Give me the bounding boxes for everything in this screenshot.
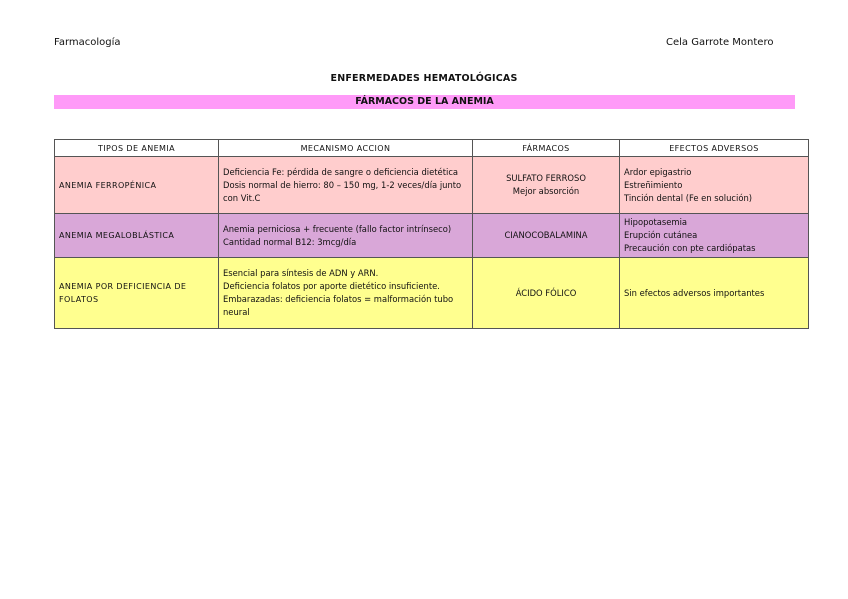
mechanism-line: Anemia perniciosa + frecuente (fallo factor intrínseco) bbox=[223, 223, 452, 234]
drug-cell bbox=[473, 258, 620, 329]
effect-line: Precaución con pte cardiópatas bbox=[624, 243, 756, 253]
header-subject: Farmacología bbox=[54, 37, 121, 48]
header-cell-effects: EFECTOS ADVERSOS bbox=[620, 140, 809, 157]
effects-cell bbox=[620, 258, 809, 329]
drug-name: ÁCIDO FÓLICO bbox=[515, 287, 577, 298]
mechanism-line: Cantidad normal B12: 3mcg/día bbox=[223, 236, 357, 247]
mechanism-cell bbox=[219, 258, 473, 329]
drug-note: Mejor absorción bbox=[512, 186, 580, 196]
drug-name: CIANOCOBALAMINA bbox=[504, 230, 588, 240]
anemia-drugs-table bbox=[54, 139, 809, 329]
effect-line: Sin efectos adversos importantes bbox=[624, 287, 765, 298]
table-row bbox=[55, 258, 809, 329]
effects-cell bbox=[620, 157, 809, 214]
mechanism-line: Deficiencia folatos por aporte dietético insuficiente. bbox=[223, 281, 440, 291]
section-title-band: FÁRMACOS DE LA ANEMIA bbox=[54, 95, 795, 109]
header-cell-type: TIPOS DE ANEMIA bbox=[55, 140, 219, 157]
anemia-type-cell: ANEMIA FERROPÉNICA bbox=[55, 157, 219, 214]
drug-name: SULFATO FERROSO bbox=[506, 173, 586, 183]
header-author: Cela Garrote Montero bbox=[666, 37, 774, 48]
anemia-type-cell: ANEMIA MEGALOBLÁSTICA bbox=[55, 214, 219, 258]
mechanism-line: Dosis normal de hierro: 80 – 150 mg, 1-2 veces/día junto con Vit.C bbox=[223, 179, 462, 203]
mechanism-cell bbox=[219, 157, 473, 214]
mechanism-line: Esencial para síntesis de ADN y ARN. bbox=[223, 268, 379, 278]
table-row bbox=[55, 214, 809, 258]
effects-cell bbox=[620, 214, 809, 258]
effect-line: Estreñimiento bbox=[624, 179, 683, 190]
drug-cell bbox=[473, 157, 620, 214]
effect-line: Erupción cutánea bbox=[624, 230, 698, 240]
table-header-row bbox=[55, 140, 809, 157]
drug-cell bbox=[473, 214, 620, 258]
document-title: ENFERMEDADES HEMATOLÓGICAS bbox=[330, 73, 518, 84]
effect-line: Tinción dental (Fe en solución) bbox=[624, 192, 753, 203]
header-cell-drugs: FÁRMACOS bbox=[473, 140, 620, 157]
mechanism-line: Embarazadas: deficiencia folatos = malformación tubo neural bbox=[223, 294, 454, 317]
effect-line: Hipopotasemia bbox=[624, 217, 688, 227]
effect-line: Ardor epigastrio bbox=[624, 166, 692, 177]
anemia-type-cell: ANEMIA POR DEFICIENCIA DE FOLATOS bbox=[55, 258, 219, 329]
mechanism-line: Deficiencia Fe: pérdida de sangre o deficiencia dietética bbox=[223, 166, 459, 177]
mechanism-cell bbox=[219, 214, 473, 258]
header-cell-mechanism: MECANISMO ACCION bbox=[219, 140, 473, 157]
table-row bbox=[55, 157, 809, 214]
